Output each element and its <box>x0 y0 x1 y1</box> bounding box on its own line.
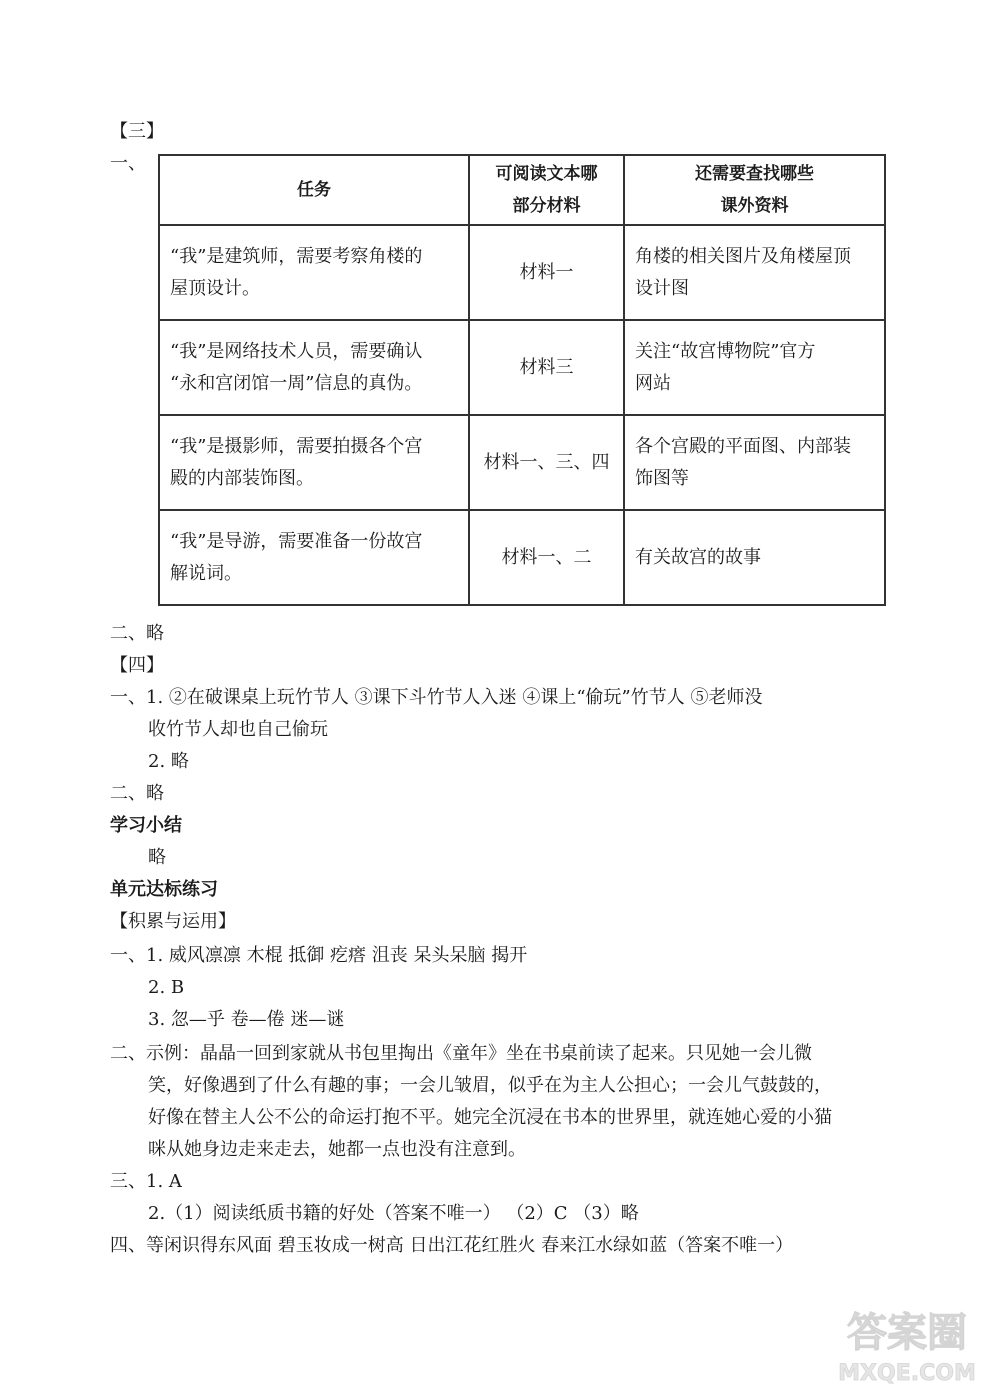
question-1-label: 一、 <box>110 153 146 174</box>
task-table <box>158 154 886 606</box>
header-extra: 还需要查找哪些 课外资料 <box>624 155 885 225</box>
unit-q1-2: 2. B <box>148 977 185 998</box>
table-row <box>159 320 885 415</box>
task-cell: “我”是网络技术人员，需要确认 “永和宫闭馆一周”信息的真伪。 <box>159 320 469 415</box>
section-4-q1-1-line1: 一、1. ②在破课桌上玩竹节人 ③课下斗竹节人入迷 ④课上“偷玩”竹节人 ⑤老师没 <box>110 687 763 708</box>
material-cell: 材料一、三、四 <box>469 415 624 510</box>
unit-q3-2: 2.（1）阅读纸质书籍的好处（答案不唯一） （2）C （3）略 <box>148 1203 639 1224</box>
section-4-heading: 【四】 <box>110 655 164 676</box>
material-cell: 材料三 <box>469 320 624 415</box>
material-cell: 材料一 <box>469 225 624 320</box>
header-task: 任务 <box>159 155 469 225</box>
extra-cell: 角楼的相关图片及角楼屋顶 设计图 <box>624 225 885 320</box>
section-3-heading: 【三】 <box>110 121 164 142</box>
unit-heading: 单元达标练习 <box>110 879 218 900</box>
unit-q1-1: 一、1. 威风凛凛 木棍 抵御 疙瘩 沮丧 呆头呆脑 揭开 <box>110 945 528 966</box>
section-4-q2: 二、略 <box>110 783 164 804</box>
header-material: 可阅读文本哪 部分材料 <box>469 155 624 225</box>
extra-cell: 各个宫殿的平面图、内部装 饰图等 <box>624 415 885 510</box>
watermark-text-main: 答案圈 <box>847 1310 967 1356</box>
table-row <box>159 415 885 510</box>
unit-q2-line4: 咪从她身边走来走去，她都一点也没有注意到。 <box>148 1139 526 1160</box>
section-4-q1-1-line2: 收竹节人却也自己偷玩 <box>148 719 328 740</box>
section-4-q1-2: 2. 略 <box>148 751 189 772</box>
unit-q1-3: 3. 忽—乎 卷—倦 迷—谜 <box>148 1009 345 1030</box>
table-header-row <box>159 155 885 225</box>
unit-q2-line1: 二、示例：晶晶一回到家就从书包里掏出《童年》坐在书桌前读了起来。只见她一会儿微 <box>110 1043 812 1064</box>
extra-cell: 有关故宫的故事 <box>624 510 885 605</box>
unit-q3-1: 三、1. A <box>110 1171 182 1192</box>
section-3-q2: 二、略 <box>110 623 164 644</box>
task-cell: “我”是建筑师，需要考察角楼的 屋顶设计。 <box>159 225 469 320</box>
summary-heading: 学习小结 <box>110 815 182 836</box>
unit-q2-line2: 笑，好像遇到了什么有趣的事；一会儿皱眉，似乎在为主人公担心；一会儿气鼓鼓的， <box>148 1075 832 1096</box>
unit-q4: 四、等闲识得东风面 碧玉妆成一树高 日出江花红胜火 春来江水绿如蓝（答案不唯一） <box>110 1235 794 1256</box>
task-cell: “我”是导游，需要准备一份故宫 解说词。 <box>159 510 469 605</box>
unit-q2-line3: 好像在替主人公不公的命运打抱不平。她完全沉浸在书本的世界里，就连她心爱的小猫 <box>148 1107 832 1128</box>
table-row <box>159 510 885 605</box>
unit-sub-heading: 【积累与运用】 <box>110 911 236 932</box>
extra-cell: 关注“故宫博物院”官方 网站 <box>624 320 885 415</box>
summary-text: 略 <box>148 847 166 868</box>
watermark-text-url: MXQE.COM <box>838 1361 976 1386</box>
material-cell: 材料一、二 <box>469 510 624 605</box>
task-cell: “我”是摄影师，需要拍摄各个宫 殿的内部装饰图。 <box>159 415 469 510</box>
watermark-logo <box>822 1300 992 1388</box>
table-row <box>159 225 885 320</box>
watermark-graphic <box>822 1300 992 1388</box>
